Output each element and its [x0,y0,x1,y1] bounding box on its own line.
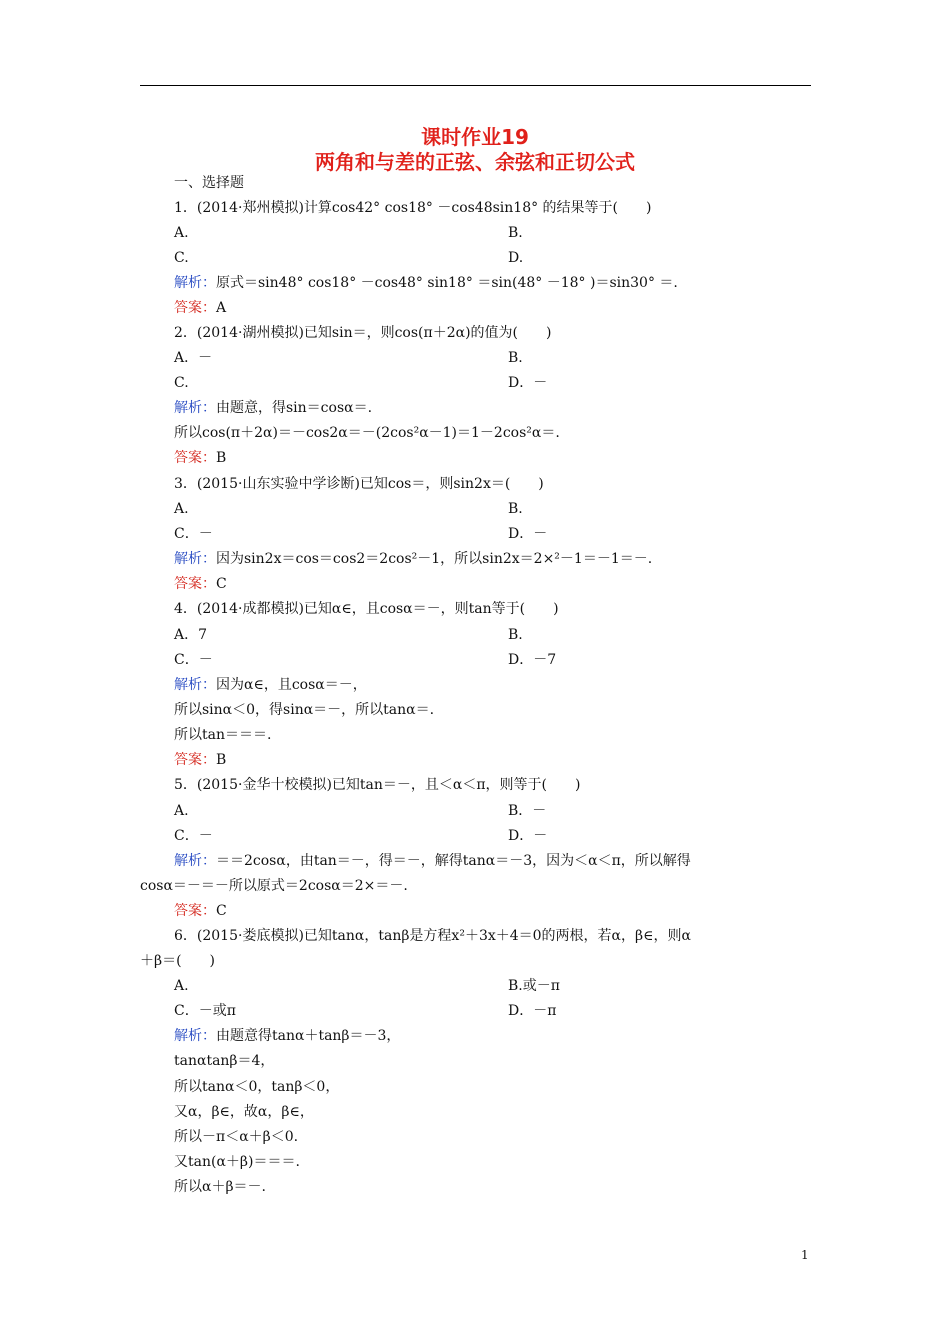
q2-option-a: A．－ [174,350,213,366]
q2-stem: 2．(2014·湖州模拟)已知sin＝，则cos(π＋2α)的值为( ) [174,325,552,341]
q3-option-a: A. [174,501,189,517]
q1-option-a: A. [174,225,189,241]
q1-option-c: C. [174,250,189,266]
q6-analysis-line2: tanαtanβ＝4， [174,1053,275,1069]
q2-option-c: C. [174,375,189,391]
q2-analysis: 解析：由题意，得sin＝cosα＝. [174,400,373,416]
q2-answer: 答案：B [174,450,227,466]
q1-answer: 答案：A [174,300,227,316]
q6-option-b: B.或－π [508,978,560,994]
q6-analysis-line4: 又α，β∈，故α，β∈， [174,1104,314,1120]
q5-analysis: 解析：＝＝2cosα，由tan＝－，得＝－，解得tanα＝－3，因为＜α＜π，所以解得 [174,853,691,869]
answer-label: 答案： [174,300,216,316]
q4-option-b: B. [508,627,523,643]
q5-answer: 答案：C [174,903,227,919]
q4-answer: 答案：B [174,752,227,768]
q3-option-b: B. [508,501,523,517]
answer-label: 答案： [174,576,216,592]
q1-option-d: D. [508,250,524,266]
q4-option-a: A．7 [174,627,208,643]
q5-option-a: A. [174,803,189,819]
q1-option-b: B. [508,225,523,241]
q6-analysis-line6: 又tan(α＋β)＝＝＝. [174,1154,300,1170]
q5-option-d: D．－ [508,828,548,844]
analysis-label: 解析： [174,853,216,869]
analysis-label: 解析： [174,677,216,693]
page-subtitle: 两角和与差的正弦、余弦和正切公式 [315,150,635,174]
q6-analysis-line3: 所以tanα＜0，tanβ＜0， [174,1079,340,1095]
q2-option-b: B. [508,350,523,366]
q5-analysis-line2: cosα＝－＝－所以原式＝2cosα＝2×＝－. [140,878,408,894]
analysis-label: 解析： [174,275,216,291]
q6-stem-line2: ＋β＝( ) [140,953,216,969]
q3-answer: 答案：C [174,576,227,592]
q5-option-b: B．－ [508,803,547,819]
page-number: 1 [801,1248,809,1262]
answer-label: 答案： [174,450,216,466]
q2-option-d: D．－ [508,375,548,391]
q4-option-d: D．－7 [508,652,557,668]
q6-analysis-line5: 所以－π＜α＋β＜0. [174,1129,299,1145]
page-title: 课时作业19 [421,125,529,149]
answer-label: 答案： [174,903,216,919]
q4-analysis-line3: 所以tan＝＝＝. [174,727,272,743]
section-heading: 一、选择题 [174,175,244,191]
q3-option-c: C．－ [174,526,213,542]
q6-analysis-line7: 所以α＋β＝－. [174,1179,266,1195]
q6-analysis: 解析：由题意得tanα＋tanβ＝－3， [174,1028,401,1044]
analysis-label: 解析： [174,1028,216,1044]
answer-label: 答案： [174,752,216,768]
q5-option-c: C．－ [174,828,213,844]
q4-analysis: 解析：因为α∈，且cosα＝－， [174,677,367,693]
q4-analysis-line2: 所以sinα＜0，得sinα＝－，所以tanα＝. [174,702,435,718]
q3-option-d: D．－ [508,526,548,542]
q5-stem: 5．(2015·金华十校模拟)已知tan＝－，且＜α＜π，则等于( ) [174,777,581,793]
q3-analysis: 解析：因为sin2x＝cos＝cos2＝2cos²－1，所以sin2x＝2×²－1＝－1＝－. [174,551,653,567]
q6-option-a: A. [174,978,189,994]
header-rule [140,85,811,86]
q6-option-c: C．－或π [174,1003,236,1019]
q2-analysis-line2: 所以cos(π＋2α)＝－cos2α＝－(2cos²α－1)＝1－2cos²α＝. [174,425,560,441]
analysis-label: 解析： [174,551,216,567]
q4-option-c: C．－ [174,652,213,668]
q1-stem: 1．(2014·郑州模拟)计算cos42° cos18° －cos48sin18° 的结果等于( ) [174,200,652,216]
q3-stem: 3．(2015·山东实验中学诊断)已知cos＝，则sin2x＝( ) [174,476,544,492]
q1-analysis: 解析：原式＝sin48° cos18° －cos48° sin18° ＝sin(48° －18° )＝sin30° ＝. [174,275,678,291]
q6-stem: 6．(2015·娄底模拟)已知tanα，tanβ是方程x²＋3x＋4＝0的两根，若α，β∈，则α [174,928,691,944]
analysis-label: 解析： [174,400,216,416]
q4-stem: 4．(2014·成都模拟)已知α∈，且cosα＝－，则tan等于( ) [174,601,559,617]
q6-option-d: D．－π [508,1003,557,1019]
